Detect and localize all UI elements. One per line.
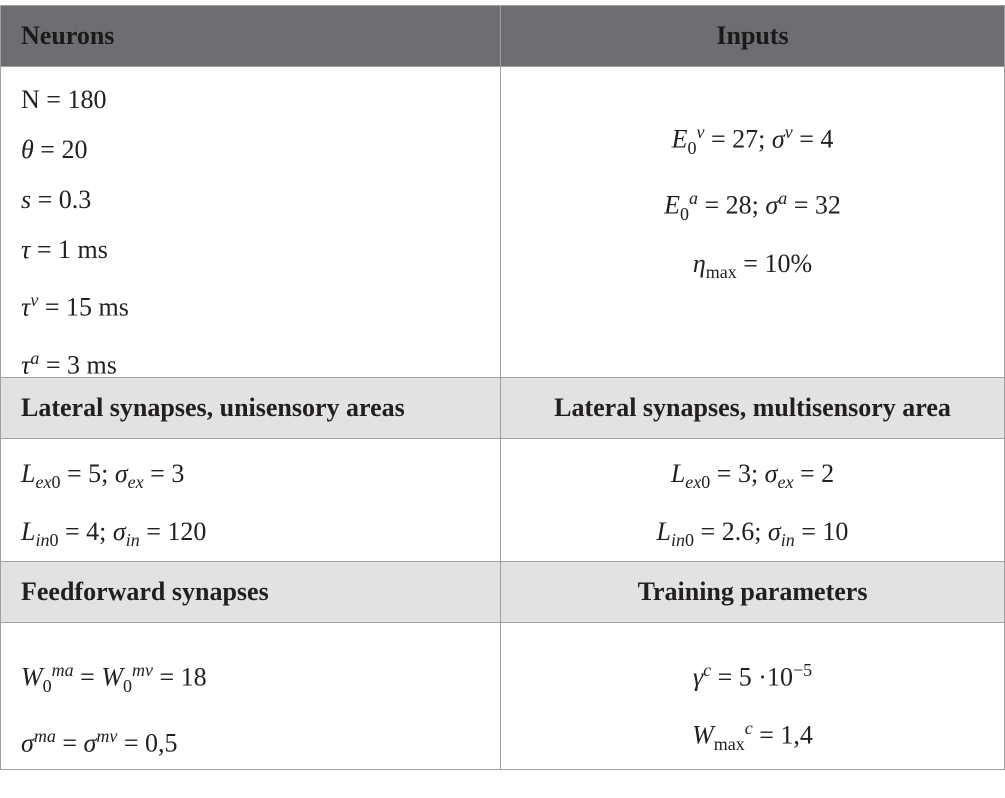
param-input-auditory: $E_0^a = 28$; $\sigma^a = 32$ (664, 187, 841, 224)
param-N: N = 180 (21, 85, 107, 114)
header-lateral-multi: Lateral synapses, multisensory area (554, 393, 951, 422)
neurons-cell (1, 67, 501, 380)
param-s: s = 0.3 (21, 185, 92, 214)
param-theta: θ = 20 (21, 135, 88, 164)
training-cell (501, 623, 1004, 769)
header-row-1 (1, 6, 1004, 67)
param-wmax: $W_{max}^c = 1,4$ (692, 717, 813, 754)
lateral-multi-cell (501, 439, 1004, 561)
header-training: Training parameters (637, 577, 868, 606)
header-inputs: Inputs (716, 21, 789, 50)
body-row-2 (1, 439, 1004, 562)
parameters-table (0, 5, 1005, 770)
header-row-3 (1, 562, 1004, 623)
param-lateral-multi-in: $L_{in0} = 2.6$; $\sigma_{in} = 10$ (656, 517, 849, 551)
header-neurons: Neurons (1, 6, 501, 66)
param-input-visual: $E_0^v = 27$; $\sigma^v = 4$ (671, 122, 834, 158)
body-row-3 (1, 623, 1004, 769)
param-tau: τ = 1 ms (21, 235, 108, 264)
inputs-cell (501, 67, 1004, 377)
param-lateral-uni-ex: $L_{ex0} = 5$; $\sigma_{ex} = 3$ (21, 459, 185, 493)
param-ff-weights: $W_0^{ma} = W_0^{mv} = 18$ (21, 660, 207, 696)
lateral-uni-cell (1, 439, 501, 561)
param-lateral-multi-ex: $L_{ex0} = 3$; $\sigma_{ex} = 2$ (670, 459, 835, 493)
param-tau-v: $\tau^v = 15$ ms (21, 290, 129, 322)
header-lateral-uni: Lateral synapses, unisensory areas (1, 378, 501, 438)
body-row-1 (1, 67, 1004, 378)
param-tau-a: $\tau^a = 3$ ms (21, 347, 117, 380)
param-eta: $\eta_{max} = 10\%$ (692, 248, 813, 282)
param-lateral-uni-in: $L_{in0} = 4$; $\sigma_{in} = 120$ (21, 517, 207, 551)
param-gamma: $\gamma^c = 5 \cdot 10^{-5}$ (692, 660, 813, 692)
feedforward-cell (1, 623, 501, 769)
param-ff-sigma: $\sigma^{ma} = \sigma^{mv} = 0,5$ (21, 725, 178, 758)
header-row-2 (1, 378, 1004, 439)
header-feedforward: Feedforward synapses (1, 562, 501, 622)
